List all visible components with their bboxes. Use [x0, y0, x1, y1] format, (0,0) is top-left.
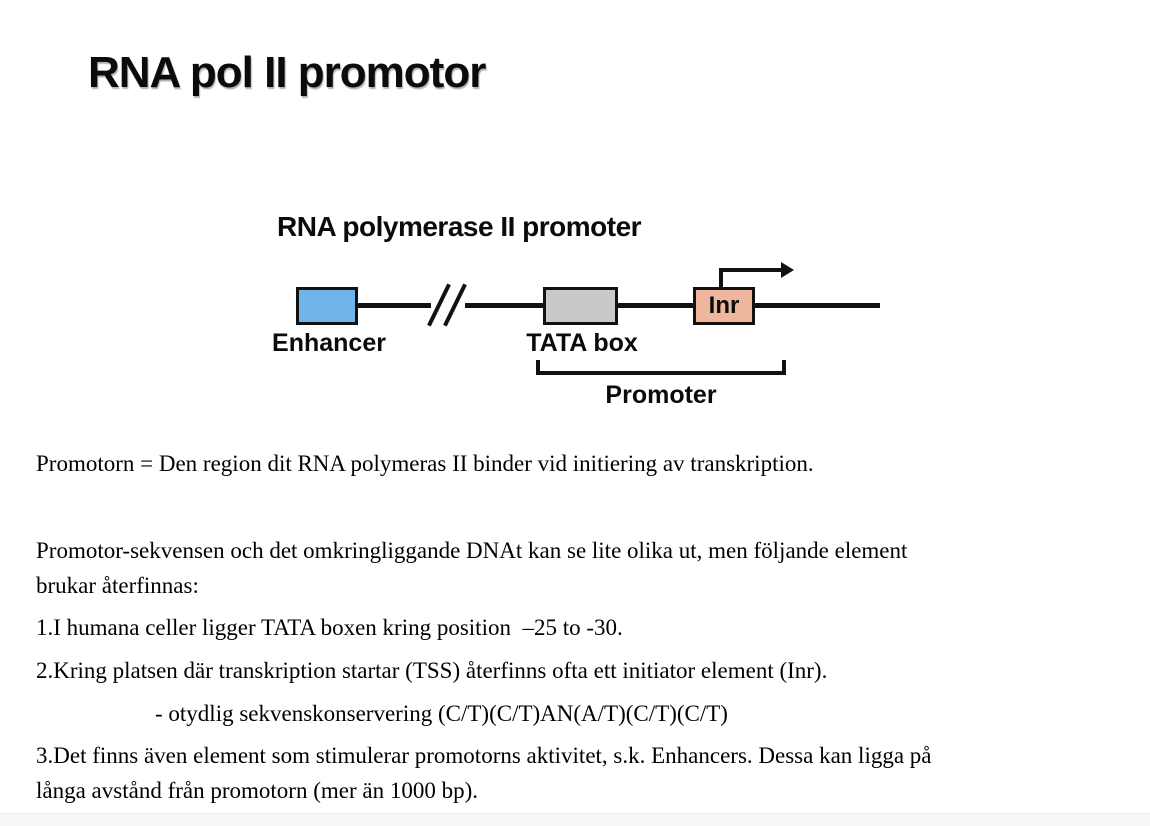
- promoter-bracket-right-tick: [782, 360, 786, 375]
- body-line: 3.Det finns även element som stimulerar promotorns aktivitet, s.k. Enhancers. Dessa kan ligga på: [36, 743, 932, 768]
- body-line: långa avstånd från promotorn (mer än 1000 bp).: [36, 778, 478, 803]
- body-text: [36, 446, 1126, 808]
- page-title: RNA pol II promotor: [88, 48, 486, 97]
- body-line: brukar återfinnas:: [36, 573, 199, 598]
- promoter-bracket: [536, 371, 786, 375]
- transcription-start-arrow: [719, 268, 783, 272]
- promoter-label: Promoter: [605, 381, 717, 409]
- enhancer-box: [296, 287, 358, 325]
- body-line: Promotor-sekvensen och det omkringliggande DNAt kan se lite olika ut, men följande element: [36, 538, 908, 563]
- tata-box-label: TATA box: [526, 329, 638, 357]
- inr-box-label: Inr: [708, 292, 740, 319]
- promoter-bracket-left-tick: [536, 360, 540, 375]
- slide-bottom-edge: [0, 813, 1150, 826]
- body-line: 2.Kring platsen där transkription startar (TSS) återfinns ofta ett initiator element (Inr).: [36, 658, 828, 683]
- inr-box: [693, 287, 755, 325]
- body-line: - otydlig sekvenskonservering (C/T)(C/T)AN(A/T)(C/T)(C/T): [155, 701, 728, 726]
- tata-box: [543, 287, 618, 325]
- enhancer-label: Enhancer: [272, 329, 386, 357]
- arrow-right-icon: [781, 262, 794, 278]
- diagram-heading: RNA polymerase II promoter: [277, 211, 642, 242]
- body-line: Promotorn = Den region dit RNA polymeras II binder vid initiering av transkription.: [36, 451, 814, 476]
- body-line: 1.I humana celler ligger TATA boxen kring position –25 to -30.: [36, 615, 623, 640]
